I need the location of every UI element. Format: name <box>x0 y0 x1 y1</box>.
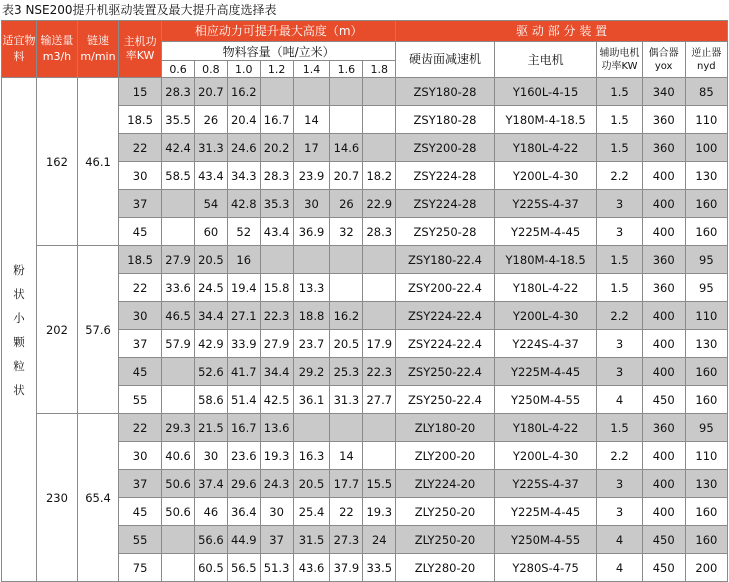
height-cell <box>363 414 396 442</box>
backstop-cell: 110 <box>685 442 727 470</box>
material-char: 颗 <box>13 334 25 349</box>
height-cell: 35.3 <box>260 190 293 218</box>
height-cell <box>260 246 293 274</box>
height-cell: 43.6 <box>293 554 330 582</box>
capacity-cell: 230 <box>36 414 77 582</box>
motor-cell: Y160L-4-15 <box>494 78 597 106</box>
height-cell: 35.5 <box>162 106 195 134</box>
coupling-cell: 340 <box>642 78 685 106</box>
height-cell: 27.9 <box>260 330 293 358</box>
reducer-cell: ZSY250-22.4 <box>396 358 495 386</box>
height-cell: 56.6 <box>194 526 227 554</box>
height-cell: 20.7 <box>330 162 363 190</box>
motor-cell: Y180M-4-18.5 <box>494 106 597 134</box>
height-cell <box>363 246 396 274</box>
motor-cell: Y225S-4-37 <box>494 470 597 498</box>
height-cell: 23.9 <box>293 162 330 190</box>
aux-power-cell: 3 <box>597 358 642 386</box>
height-cell: 17.7 <box>330 470 363 498</box>
height-cell: 50.6 <box>162 498 195 526</box>
speed-cell: 46.1 <box>77 78 118 246</box>
motor-cell: Y200L-4-30 <box>494 302 597 330</box>
height-cell: 51.4 <box>227 386 260 414</box>
table-row <box>2 246 728 274</box>
aux-power-cell: 1.5 <box>597 414 642 442</box>
height-cell: 20.7 <box>194 78 227 106</box>
height-cell: 23.7 <box>293 330 330 358</box>
coupling-cell: 400 <box>642 442 685 470</box>
height-cell: 22.3 <box>260 302 293 330</box>
height-cell: 28.3 <box>363 218 396 246</box>
height-cell: 31.3 <box>194 134 227 162</box>
header-capacity: 输送量m3/h <box>36 21 77 78</box>
header-speed: 链速m/min <box>77 21 118 78</box>
height-cell: 51.3 <box>260 554 293 582</box>
height-cell: 42.9 <box>194 330 227 358</box>
height-cell: 52 <box>227 218 260 246</box>
height-cell: 33.5 <box>363 554 396 582</box>
height-cell: 30 <box>194 442 227 470</box>
height-cell: 20.5 <box>194 246 227 274</box>
height-cell: 30 <box>293 190 330 218</box>
power-cell: 22 <box>119 274 162 302</box>
height-cell <box>162 218 195 246</box>
height-cell: 40.6 <box>162 442 195 470</box>
height-cell: 25.4 <box>293 498 330 526</box>
reducer-cell: ZLY180-20 <box>396 414 495 442</box>
height-cell: 20.4 <box>227 106 260 134</box>
aux-power-cell: 3 <box>597 498 642 526</box>
motor-cell: Y225M-4-45 <box>494 498 597 526</box>
reducer-cell: ZLY250-20 <box>396 526 495 554</box>
height-cell: 16 <box>227 246 260 274</box>
coupling-cell: 360 <box>642 106 685 134</box>
aux-power-cell: 1.5 <box>597 134 642 162</box>
height-cell: 16.2 <box>330 302 363 330</box>
height-cell <box>293 414 330 442</box>
coupling-cell: 450 <box>642 526 685 554</box>
aux-power-cell: 4 <box>597 526 642 554</box>
height-cell <box>363 274 396 302</box>
header-height-group: 相应动力可提升最大高度（m） <box>162 21 396 42</box>
motor-cell: Y280S-4-75 <box>494 554 597 582</box>
height-cell: 42.5 <box>260 386 293 414</box>
power-cell: 30 <box>119 442 162 470</box>
aux-power-cell: 3 <box>597 218 642 246</box>
height-cell: 58.5 <box>162 162 195 190</box>
height-cell: 58.6 <box>194 386 227 414</box>
height-cell <box>162 190 195 218</box>
power-cell: 37 <box>119 190 162 218</box>
power-cell: 18.5 <box>119 106 162 134</box>
backstop-cell: 95 <box>685 246 727 274</box>
height-cell: 60 <box>194 218 227 246</box>
height-cell <box>363 134 396 162</box>
height-cell: 50.6 <box>162 470 195 498</box>
material-char: 状 <box>13 382 25 397</box>
backstop-cell: 110 <box>685 106 727 134</box>
reducer-cell: ZSY250-28 <box>396 218 495 246</box>
reducer-cell: ZLY224-20 <box>396 470 495 498</box>
motor-cell: Y224S-4-37 <box>494 330 597 358</box>
coupling-cell: 360 <box>642 246 685 274</box>
coupling-cell: 400 <box>642 330 685 358</box>
height-cell: 15.8 <box>260 274 293 302</box>
coupling-cell: 450 <box>642 386 685 414</box>
reducer-cell: ZLY280-20 <box>396 554 495 582</box>
height-cell <box>330 246 363 274</box>
height-cell <box>330 414 363 442</box>
aux-power-cell: 2.2 <box>597 302 642 330</box>
speed-cell: 57.6 <box>77 246 118 414</box>
reducer-cell: ZSY200-28 <box>396 134 495 162</box>
coupling-cell: 400 <box>642 358 685 386</box>
table-caption: 表3 NSE200提升机驱动装置及最大提升高度选择表 <box>2 3 277 17</box>
coupling-cell: 360 <box>642 274 685 302</box>
material-char: 粉 <box>13 262 25 277</box>
coupling-cell: 400 <box>642 498 685 526</box>
height-cell: 29.6 <box>227 470 260 498</box>
height-cell: 26 <box>330 190 363 218</box>
height-cell: 14 <box>293 106 330 134</box>
height-cell: 14.6 <box>330 134 363 162</box>
header-density-group: 物料容量（吨/立米） <box>162 42 396 61</box>
motor-cell: Y180M-4-18.5 <box>494 246 597 274</box>
height-cell: 19.3 <box>260 442 293 470</box>
motor-cell: Y250M-4-55 <box>494 526 597 554</box>
backstop-cell: 160 <box>685 386 727 414</box>
backstop-cell: 110 <box>685 302 727 330</box>
height-cell: 37.9 <box>330 554 363 582</box>
coupling-cell: 400 <box>642 302 685 330</box>
backstop-cell: 130 <box>685 470 727 498</box>
height-cell <box>330 78 363 106</box>
power-cell: 37 <box>119 330 162 358</box>
capacity-cell: 202 <box>36 246 77 414</box>
density-header: 0.8 <box>194 61 227 78</box>
height-cell: 33.9 <box>227 330 260 358</box>
speed-cell: 65.4 <box>77 414 118 582</box>
aux-power-cell: 2.2 <box>597 162 642 190</box>
motor-cell: Y200L-4-30 <box>494 162 597 190</box>
height-cell: 43.4 <box>194 162 227 190</box>
height-cell: 23.6 <box>227 442 260 470</box>
height-cell: 22 <box>330 498 363 526</box>
height-cell: 54 <box>194 190 227 218</box>
material-char: 粒 <box>13 358 25 373</box>
density-header: 1.4 <box>293 61 330 78</box>
backstop-cell: 95 <box>685 274 727 302</box>
height-cell: 24.5 <box>194 274 227 302</box>
density-header: 1.2 <box>260 61 293 78</box>
header-drive-group: 驱 动 部 分 装 置 <box>396 21 728 42</box>
backstop-cell: 95 <box>685 414 727 442</box>
power-cell: 45 <box>119 498 162 526</box>
header-backstop: 逆止器nyd <box>685 42 727 78</box>
coupling-cell: 360 <box>642 134 685 162</box>
height-cell: 19.4 <box>227 274 260 302</box>
height-cell: 25.3 <box>330 358 363 386</box>
height-cell: 24.3 <box>260 470 293 498</box>
reducer-cell: ZSY180-28 <box>396 106 495 134</box>
height-cell: 22.3 <box>363 358 396 386</box>
height-cell: 36.4 <box>227 498 260 526</box>
power-cell: 22 <box>119 134 162 162</box>
power-cell: 15 <box>119 78 162 106</box>
backstop-cell: 130 <box>685 330 727 358</box>
motor-cell: Y180L-4-22 <box>494 274 597 302</box>
height-cell: 30 <box>260 498 293 526</box>
height-cell: 24.6 <box>227 134 260 162</box>
height-cell: 29.3 <box>162 414 195 442</box>
height-cell <box>162 526 195 554</box>
height-cell <box>363 106 396 134</box>
header-motor: 主电机 <box>494 42 597 78</box>
height-cell: 37.4 <box>194 470 227 498</box>
reducer-cell: ZSY180-28 <box>396 78 495 106</box>
aux-power-cell: 1.5 <box>597 106 642 134</box>
height-cell: 43.4 <box>260 218 293 246</box>
coupling-cell: 400 <box>642 190 685 218</box>
height-cell: 18.8 <box>293 302 330 330</box>
height-cell: 32 <box>330 218 363 246</box>
backstop-cell: 160 <box>685 498 727 526</box>
height-cell <box>162 386 195 414</box>
height-cell: 24 <box>363 526 396 554</box>
material-char: 状 <box>13 286 25 301</box>
height-cell <box>363 442 396 470</box>
motor-cell: Y250M-4-55 <box>494 386 597 414</box>
power-cell: 55 <box>119 526 162 554</box>
coupling-cell: 400 <box>642 218 685 246</box>
height-cell: 60.5 <box>194 554 227 582</box>
height-cell <box>293 246 330 274</box>
height-cell: 27.7 <box>363 386 396 414</box>
material-char: 小 <box>13 310 25 325</box>
aux-power-cell: 2.2 <box>597 442 642 470</box>
height-cell <box>363 302 396 330</box>
height-cell: 20.5 <box>293 470 330 498</box>
height-cell: 16.7 <box>260 106 293 134</box>
height-cell: 22.9 <box>363 190 396 218</box>
height-cell: 44.9 <box>227 526 260 554</box>
height-cell: 29.2 <box>293 358 330 386</box>
height-cell: 36.9 <box>293 218 330 246</box>
power-cell: 30 <box>119 302 162 330</box>
height-cell <box>363 78 396 106</box>
height-cell <box>330 106 363 134</box>
height-cell: 20.2 <box>260 134 293 162</box>
reducer-cell: ZSY224-22.4 <box>396 302 495 330</box>
height-cell: 34.4 <box>260 358 293 386</box>
motor-cell: Y200L-4-30 <box>494 442 597 470</box>
coupling-cell: 400 <box>642 162 685 190</box>
aux-power-cell: 1.5 <box>597 274 642 302</box>
table-row <box>2 78 728 106</box>
coupling-cell: 450 <box>642 554 685 582</box>
aux-power-cell: 3 <box>597 190 642 218</box>
reducer-cell: ZSY180-22.4 <box>396 246 495 274</box>
height-cell <box>330 274 363 302</box>
height-cell: 21.5 <box>194 414 227 442</box>
coupling-cell: 400 <box>642 470 685 498</box>
density-header: 0.6 <box>162 61 195 78</box>
height-cell: 56.5 <box>227 554 260 582</box>
power-cell: 75 <box>119 554 162 582</box>
height-cell: 41.7 <box>227 358 260 386</box>
height-cell: 31.3 <box>330 386 363 414</box>
density-header: 1.6 <box>330 61 363 78</box>
backstop-cell: 160 <box>685 218 727 246</box>
motor-cell: Y180L-4-22 <box>494 134 597 162</box>
power-cell: 45 <box>119 218 162 246</box>
height-cell: 26 <box>194 106 227 134</box>
header-reducer: 硬齿面减速机 <box>396 42 495 78</box>
height-cell: 14 <box>330 442 363 470</box>
power-cell: 18.5 <box>119 246 162 274</box>
height-cell: 17 <box>293 134 330 162</box>
reducer-cell: ZSY250-22.4 <box>396 386 495 414</box>
header-coupling: 偶合器yox <box>642 42 685 78</box>
backstop-cell: 160 <box>685 358 727 386</box>
height-cell: 16.3 <box>293 442 330 470</box>
density-header: 1.8 <box>363 61 396 78</box>
elevator-selection-table <box>1 20 728 582</box>
capacity-cell: 162 <box>36 78 77 246</box>
power-cell: 45 <box>119 358 162 386</box>
backstop-cell: 200 <box>685 554 727 582</box>
height-cell: 34.4 <box>194 302 227 330</box>
height-cell: 18.2 <box>363 162 396 190</box>
height-cell: 46.5 <box>162 302 195 330</box>
power-cell: 55 <box>119 386 162 414</box>
height-cell: 16.7 <box>227 414 260 442</box>
reducer-cell: ZSY224-22.4 <box>396 330 495 358</box>
height-cell <box>162 358 195 386</box>
power-cell: 37 <box>119 470 162 498</box>
motor-cell: Y180L-4-22 <box>494 414 597 442</box>
power-cell: 22 <box>119 414 162 442</box>
height-cell: 13.3 <box>293 274 330 302</box>
coupling-cell: 360 <box>642 414 685 442</box>
height-cell: 31.5 <box>293 526 330 554</box>
header-power: 主机功率KW <box>119 21 162 78</box>
header-aux-power: 辅助电机功率KW <box>597 42 642 78</box>
height-cell: 27.9 <box>162 246 195 274</box>
height-cell: 52.6 <box>194 358 227 386</box>
height-cell: 20.5 <box>330 330 363 358</box>
aux-power-cell: 3 <box>597 330 642 358</box>
reducer-cell: ZLY250-20 <box>396 498 495 526</box>
material-cell <box>2 78 37 582</box>
height-cell: 28.3 <box>260 162 293 190</box>
height-cell: 42.4 <box>162 134 195 162</box>
motor-cell: Y225S-4-37 <box>494 190 597 218</box>
aux-power-cell: 1.5 <box>597 78 642 106</box>
motor-cell: Y225M-4-45 <box>494 218 597 246</box>
reducer-cell: ZLY200-20 <box>396 442 495 470</box>
power-cell: 30 <box>119 162 162 190</box>
backstop-cell: 85 <box>685 78 727 106</box>
backstop-cell: 160 <box>685 190 727 218</box>
backstop-cell: 100 <box>685 134 727 162</box>
aux-power-cell: 4 <box>597 554 642 582</box>
height-cell: 57.9 <box>162 330 195 358</box>
reducer-cell: ZSY200-22.4 <box>396 274 495 302</box>
height-cell: 42.8 <box>227 190 260 218</box>
backstop-cell: 130 <box>685 162 727 190</box>
header-material: 适宜物料 <box>2 21 37 78</box>
motor-cell: Y225M-4-45 <box>494 358 597 386</box>
table-row <box>2 414 728 442</box>
backstop-cell: 160 <box>685 526 727 554</box>
height-cell: 17.9 <box>363 330 396 358</box>
reducer-cell: ZSY224-28 <box>396 162 495 190</box>
height-cell: 33.6 <box>162 274 195 302</box>
height-cell: 28.3 <box>162 78 195 106</box>
height-cell: 16.2 <box>227 78 260 106</box>
reducer-cell: ZSY224-28 <box>396 190 495 218</box>
height-cell: 46 <box>194 498 227 526</box>
density-header: 1.0 <box>227 61 260 78</box>
height-cell: 36.1 <box>293 386 330 414</box>
height-cell: 15.5 <box>363 470 396 498</box>
height-cell <box>260 78 293 106</box>
height-cell: 19.3 <box>363 498 396 526</box>
height-cell <box>293 78 330 106</box>
aux-power-cell: 1.5 <box>597 246 642 274</box>
height-cell: 34.3 <box>227 162 260 190</box>
height-cell: 27.1 <box>227 302 260 330</box>
height-cell: 13.6 <box>260 414 293 442</box>
aux-power-cell: 4 <box>597 386 642 414</box>
aux-power-cell: 3 <box>597 470 642 498</box>
height-cell: 37 <box>260 526 293 554</box>
height-cell: 27.3 <box>330 526 363 554</box>
